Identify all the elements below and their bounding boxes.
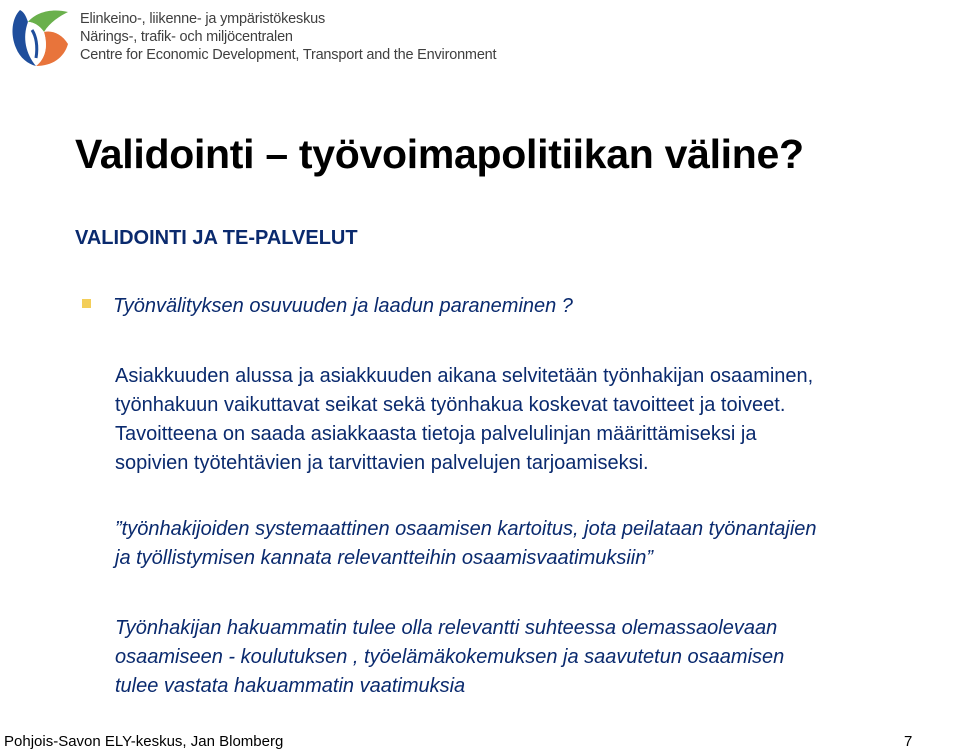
- paragraph-line: tulee vastata hakuammatin vaatimuksia: [115, 675, 466, 697]
- bullet-text: Työnvälityksen osuvuuden ja laadun paraneminen ?: [113, 295, 573, 317]
- paragraph-line: osaamiseen - koulutuksen , työelämäkokemuksen ja saavutetun osaamisen: [115, 646, 785, 668]
- square-bullet-icon: [82, 299, 91, 308]
- paragraph-line: sopivien työtehtävien ja tarvittavien palvelujen tarjoamiseksi.: [115, 452, 649, 474]
- paragraph-line: ”työnhakijoiden systemaattinen osaamisen kartoitus, jota peilataan työnantajien: [115, 518, 817, 540]
- footer-author: Pohjois-Savon ELY-keskus, Jan Blomberg: [4, 733, 284, 750]
- ely-centre-logo-icon: [6, 4, 72, 70]
- org-name-finnish: Elinkeino-, liikenne- ja ympäristökeskus: [80, 11, 326, 27]
- paragraph-line: työnhakuun vaikuttavat seikat sekä työnhakua koskevat tavoitteet ja toiveet.: [115, 394, 786, 416]
- org-name-swedish: Närings-, trafik- och miljöcentralen: [80, 29, 293, 45]
- bullet-item: [82, 292, 573, 320]
- paragraph-line: ja työllistymisen kannata relevantteihin osaamisvaatimuksiin”: [115, 547, 654, 569]
- paragraph-quote: [115, 515, 817, 573]
- paragraph-job-seeker-occupation: [115, 614, 784, 701]
- paragraph-line: Asiakkuuden alussa ja asiakkuuden aikana selvitetään työnhakijan osaaminen,: [115, 365, 814, 387]
- org-name-english: Centre for Economic Development, Transport and the Environment: [80, 47, 497, 63]
- section-heading: VALIDOINTI JA TE-PALVELUT: [75, 227, 358, 249]
- page-number: 7: [904, 733, 913, 750]
- paragraph-line: Työnhakijan hakuammatin tulee olla relevantti suhteessa olemassaolevaan: [115, 617, 778, 639]
- organization-name: [80, 10, 496, 64]
- paragraph-customer-relationship: [115, 362, 813, 478]
- paragraph-line: Tavoitteena on saada asiakkaasta tietoja palvelulinjan määrittämiseksi ja: [115, 423, 757, 445]
- slide-title: Validointi – työvoimapolitiikan väline?: [75, 131, 804, 177]
